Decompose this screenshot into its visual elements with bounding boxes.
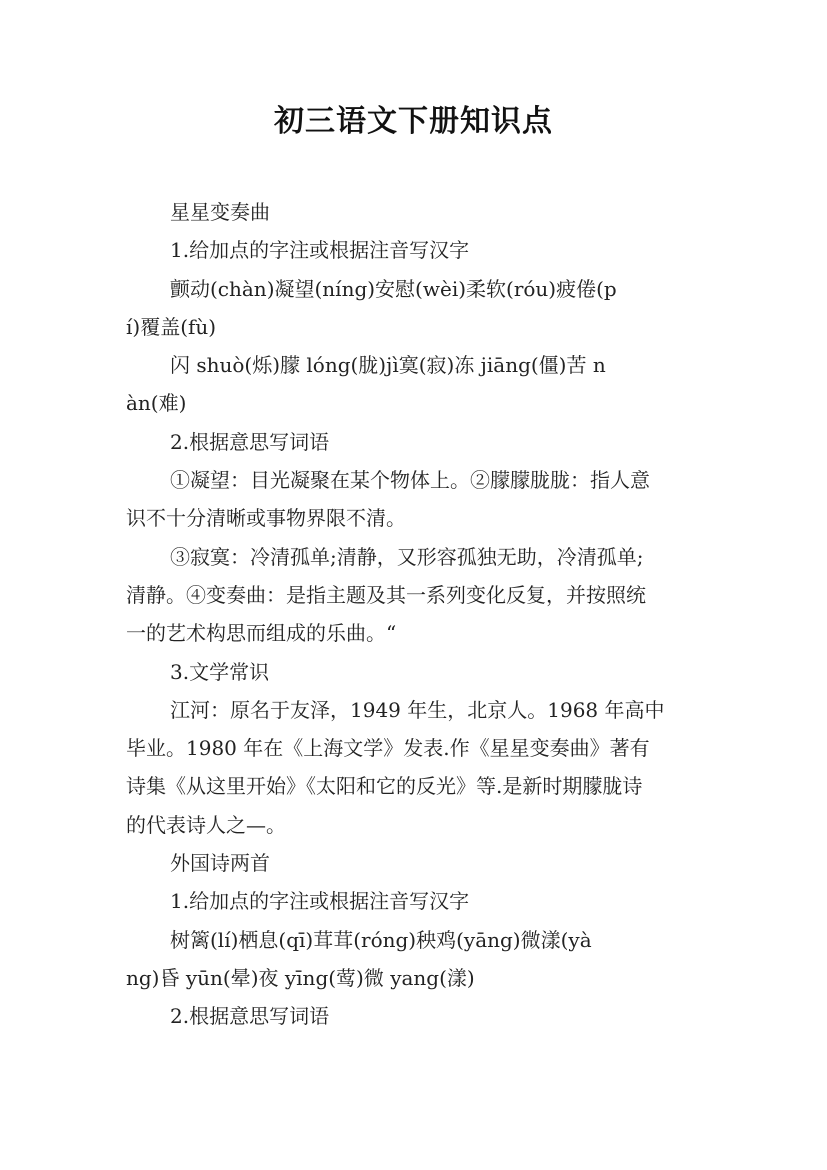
document-body xyxy=(126,193,708,1036)
page-title: 初三语文下册知识点 xyxy=(274,104,553,139)
text-line: àn(难) xyxy=(126,391,187,416)
text-line: 毕业。1980 年在《上海文学》发表.作《星星变奏曲》著有 xyxy=(126,736,650,761)
text-line: 3.文学常识 xyxy=(170,659,270,684)
text-line: 1.给加点的字注或根据注音写汉字 xyxy=(170,889,470,914)
text-line: 1.给加点的字注或根据注音写汉字 xyxy=(170,238,470,263)
text-line: 识不十分清晰或事物界限不清。 xyxy=(126,506,406,531)
text-line: ng)昏 yūn(晕)夜 yīng(莺)微 yang(漾) xyxy=(126,965,475,990)
text-line: 一的艺术构思而组成的乐曲。“ xyxy=(126,621,397,646)
text-line: í)覆盖(fù) xyxy=(126,314,217,339)
text-line: 2.根据意思写词语 xyxy=(170,429,330,454)
text-line: 颤动(chàn)凝望(níng)安慰(wèi)柔软(róu)疲倦(p xyxy=(170,276,617,301)
text-line: 的代表诗人之—。 xyxy=(126,812,286,837)
text-line: 树篱(lí)栖息(qī)茸茸(róng)秧鸡(yāng)微漾(yà xyxy=(170,927,592,952)
text-line: 清静。④变奏曲：是指主题及其一系列变化反复，并按照统 xyxy=(126,582,646,607)
text-line: 江河：原名于友泽，1949 年生，北京人。1968 年高中 xyxy=(170,697,665,722)
text-line: 2.根据意思写词语 xyxy=(170,1004,330,1029)
text-line: 星星变奏曲 xyxy=(170,200,270,224)
text-line: 诗集《从这里开始》《太阳和它的反光》等.是新时期朦胧诗 xyxy=(126,774,643,799)
text-line: ①凝望：目光凝聚在某个物体上。②朦朦胧胧：指人意 xyxy=(170,468,650,493)
text-line: ③寂寞：冷清孤单;清静，又形容孤独无助，冷清孤单; xyxy=(170,544,644,569)
text-line: 闪 shuò(烁)朦 lóng(胧)jì寞(寂)冻 jiāng(僵)苦 n xyxy=(170,353,606,378)
text-line: 外国诗两首 xyxy=(170,851,270,876)
